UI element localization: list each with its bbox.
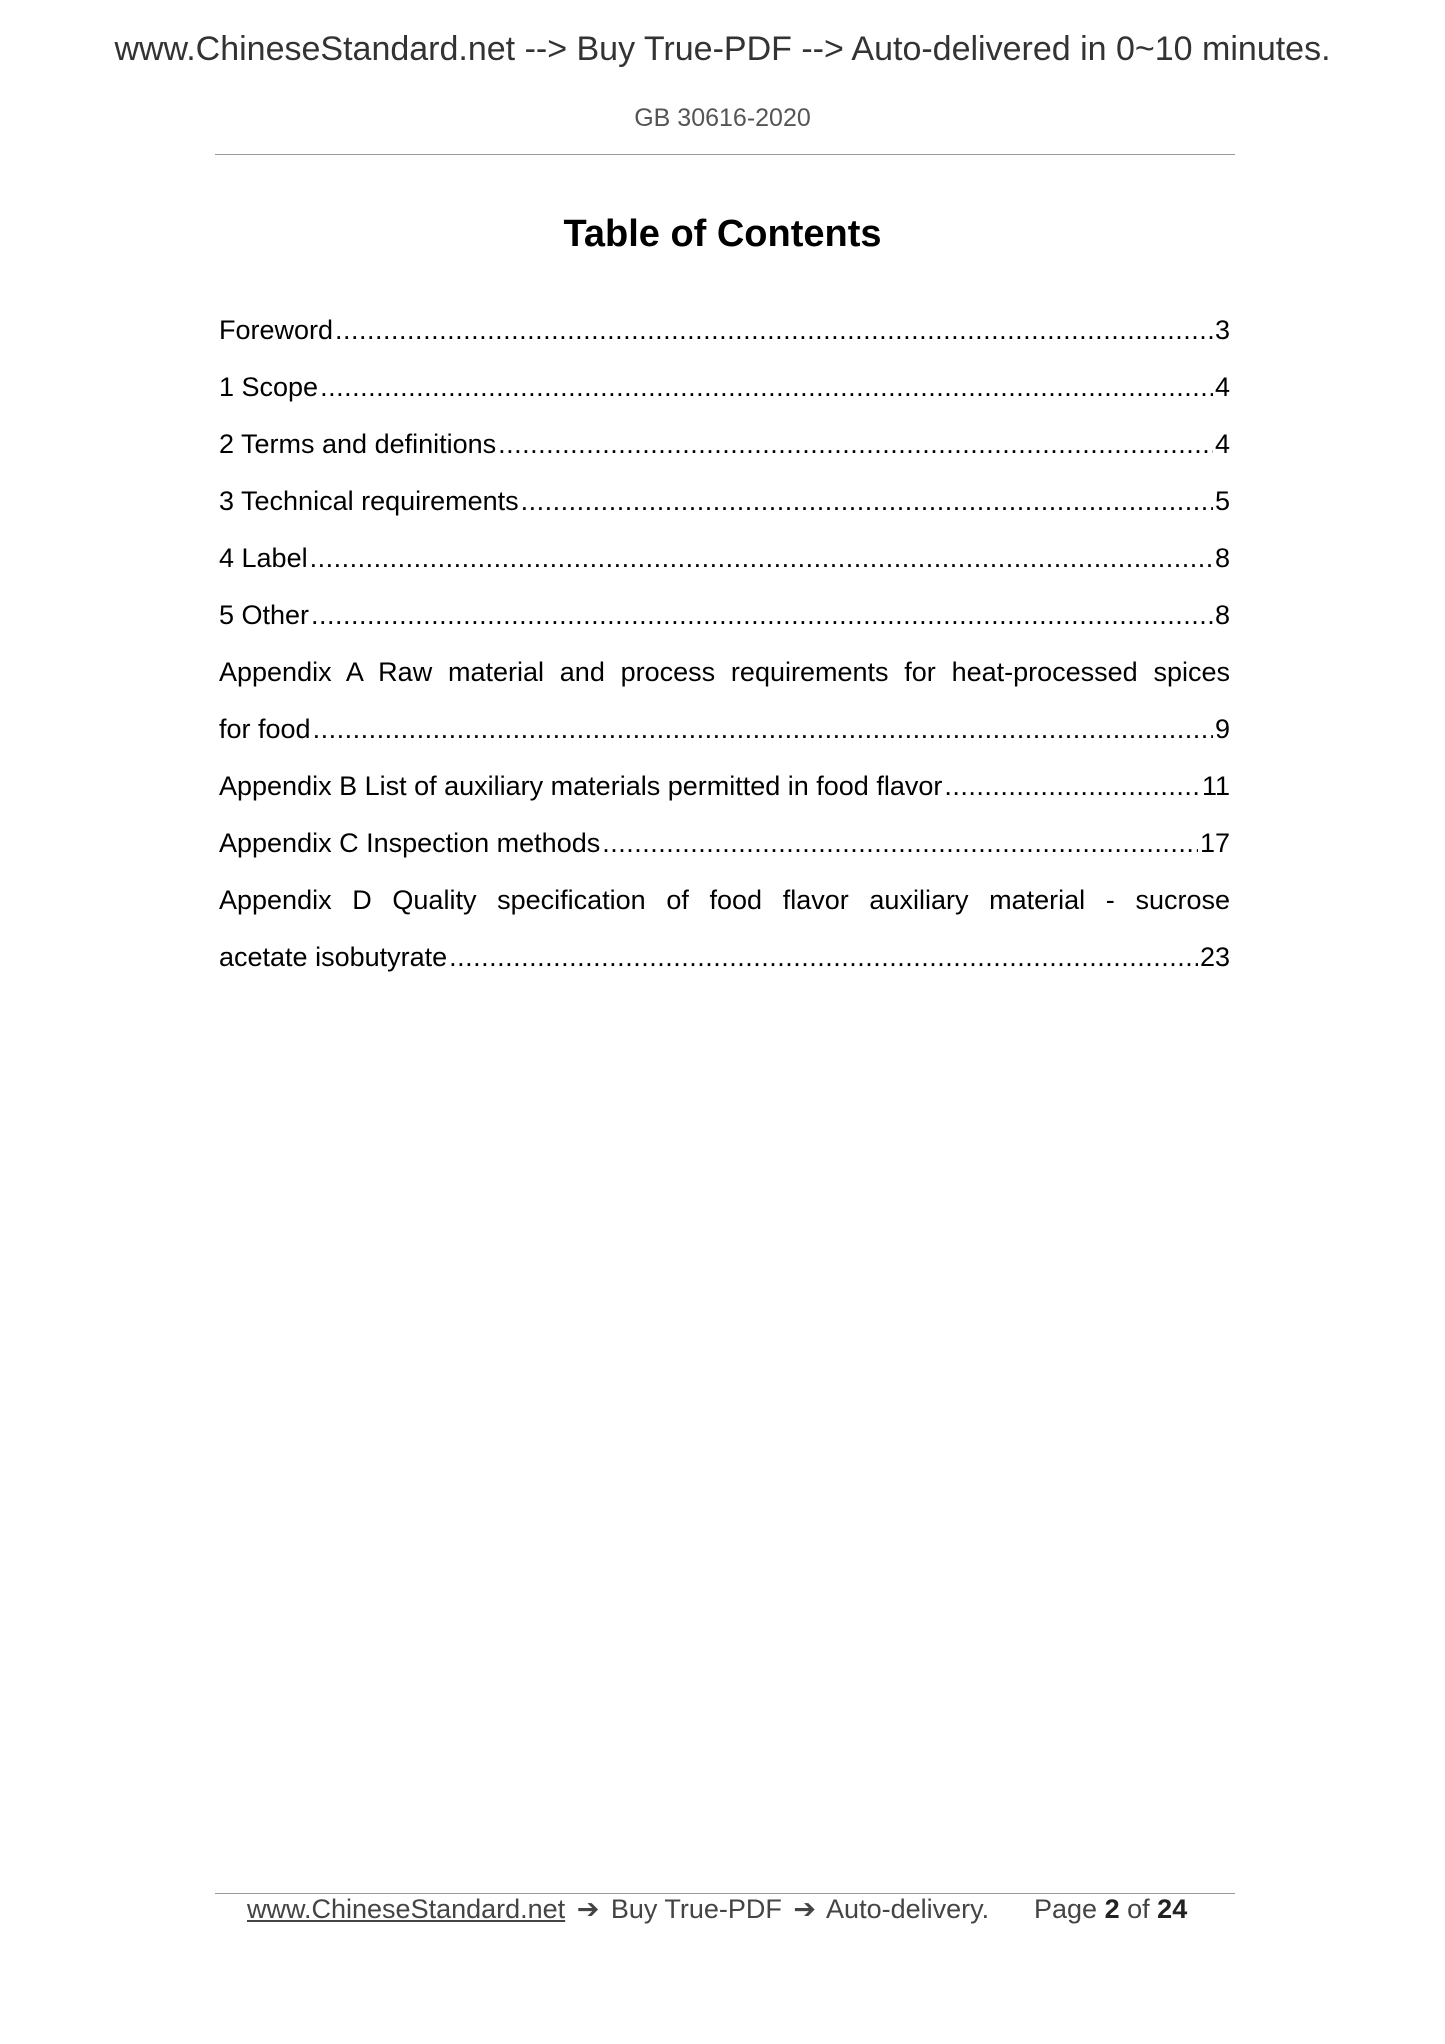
page-label: Page	[1034, 1894, 1098, 1924]
toc-entry-text: 5 Other	[219, 600, 310, 630]
toc-entry-foreword[interactable]	[219, 302, 1230, 359]
page-of: of	[1127, 1894, 1150, 1924]
table-of-contents	[219, 302, 1230, 986]
header-divider	[215, 154, 1235, 155]
toc-entry-page: 8	[1214, 543, 1230, 573]
toc-leader-dots	[335, 302, 1213, 359]
top-banner: www.ChineseStandard.net --> Buy True-PDF --> Auto-delivered in 0~10 minutes.	[114, 30, 1331, 68]
toc-leader-dots	[602, 815, 1198, 872]
toc-entry-scope[interactable]	[219, 359, 1230, 416]
footer-delivery-text: Auto-delivery.	[826, 1894, 990, 1924]
toc-entry-page: 11	[1201, 771, 1230, 801]
toc-entry-appendix-c[interactable]	[219, 815, 1230, 872]
toc-leader-dots	[944, 758, 1200, 815]
current-page: 2	[1104, 1894, 1120, 1924]
toc-leader-dots	[310, 530, 1213, 587]
footer-buy-text: Buy True-PDF	[610, 1894, 782, 1924]
toc-entry-text-line2: for food	[219, 714, 311, 744]
standard-code: GB 30616-2020	[634, 104, 811, 132]
toc-entry-text: Foreword	[219, 315, 334, 345]
toc-entry-technical[interactable]	[219, 473, 1230, 530]
right-arrow-icon: ➔	[793, 1894, 817, 1924]
toc-entry-page: 3	[1214, 315, 1230, 345]
page-footer	[247, 1894, 1207, 1925]
toc-entry-text: Appendix B List of auxiliary materials permitted in food flavor	[219, 771, 943, 801]
toc-leader-dots	[498, 416, 1213, 473]
toc-entry-text-line1: Appendix A Raw material and process requirements for heat-processed spices	[219, 657, 1230, 687]
footer-website-link[interactable]: www.ChineseStandard.net	[247, 1894, 566, 1924]
toc-leader-dots	[311, 587, 1213, 644]
right-arrow-icon: ➔	[576, 1894, 600, 1924]
toc-entry-terms[interactable]	[219, 416, 1230, 473]
toc-entry-page: 5	[1214, 486, 1230, 516]
toc-entry-label[interactable]	[219, 530, 1230, 587]
page-number-info	[1034, 1894, 1187, 1925]
toc-entry-page: 4	[1214, 429, 1230, 459]
toc-entry-page: 17	[1199, 828, 1230, 858]
toc-leader-dots	[449, 929, 1198, 986]
toc-entry-appendix-b[interactable]	[219, 758, 1230, 815]
toc-leader-dots	[521, 473, 1213, 530]
toc-leader-dots	[320, 359, 1213, 416]
page-title: Table of Contents	[563, 213, 882, 255]
toc-entry-page: 23	[1199, 942, 1230, 972]
toc-leader-dots	[313, 701, 1213, 758]
toc-entry-text: 3 Technical requirements	[219, 486, 519, 516]
toc-entry-text: 1 Scope	[219, 372, 319, 402]
total-pages: 24	[1157, 1894, 1188, 1924]
toc-entry-appendix-a[interactable]	[219, 644, 1230, 758]
toc-entry-other[interactable]	[219, 587, 1230, 644]
toc-entry-text: Appendix C Inspection methods	[219, 828, 601, 858]
toc-entry-text-line2: acetate isobutyrate	[219, 942, 448, 972]
toc-entry-appendix-d[interactable]	[219, 872, 1230, 986]
toc-entry-text: 2 Terms and definitions	[219, 429, 497, 459]
toc-entry-page: 9	[1214, 714, 1230, 744]
toc-entry-text-line1: Appendix D Quality specification of food flavor auxiliary material - sucrose	[219, 885, 1230, 915]
toc-entry-text: 4 Label	[219, 543, 308, 573]
toc-entry-page: 4	[1214, 372, 1230, 402]
toc-entry-page: 8	[1214, 600, 1230, 630]
